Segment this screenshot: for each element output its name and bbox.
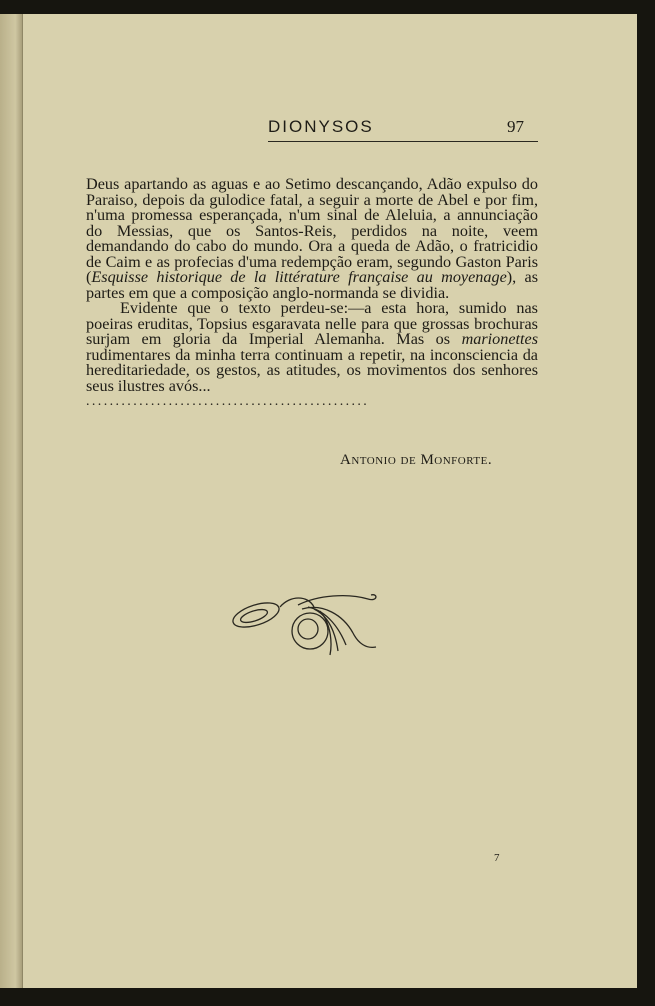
paragraph-1 (86, 177, 538, 301)
page-leaf (22, 14, 637, 988)
scan-border-bottom (0, 988, 655, 1006)
scan-border-right (637, 0, 655, 1006)
paragraph-1-italic-title: Esquisse historique de la littérature française au moyenage (91, 268, 507, 286)
page-number: 97 (507, 117, 524, 136)
paragraph-2 (86, 301, 538, 394)
running-head (268, 117, 538, 142)
dotted-separator: ................................................ (86, 394, 370, 409)
flourish-ornament-icon (228, 585, 388, 660)
author-signature: Antonio de Monforte. (340, 452, 493, 468)
paragraph-2-text-a: Evidente que o texto perdeu-se:—a esta hora, sumido nas poeiras eruditas, Topsius esgaravata nelle para que grossas brochuras surjam em gloria da Imperial Alemanha. Mas os (86, 299, 538, 348)
paragraph-2-text-b: rudimentares da minha terra continuam a repetir, na inconsciencia da hereditariedade, os gestos, as atitudes, os movimentos dos senhores seus ilustres avós... (86, 345, 538, 395)
paragraph-2-italic-word: marionettes (461, 330, 538, 348)
signature-mark: 7 (494, 852, 500, 864)
scan-border-top (0, 0, 655, 14)
paragraph-1-text-a: Deus apartando as aguas e ao Setimo descançando, Adão expulso do Paraiso, depois da gulodice fatal, a seguir a morte de Abel e por fim, n'uma promessa esperançada, n'um sinal de Aleluia, a annunciação do Messias, que os Santos-Reis, perdidos na noite, veem demandando do cabo do mundo. Ora a queda de Adão, o fratricidio de Caim e as profecias d'uma redempção eram, segundo Gaston Paris ( (86, 175, 538, 286)
body-text (86, 177, 538, 394)
running-head-title: DIONYSOS (268, 117, 374, 136)
book-binding-edge (0, 0, 23, 990)
paragraph-1-text-b: ), as partes em que a composição anglo-normanda se dividia. (86, 268, 539, 302)
